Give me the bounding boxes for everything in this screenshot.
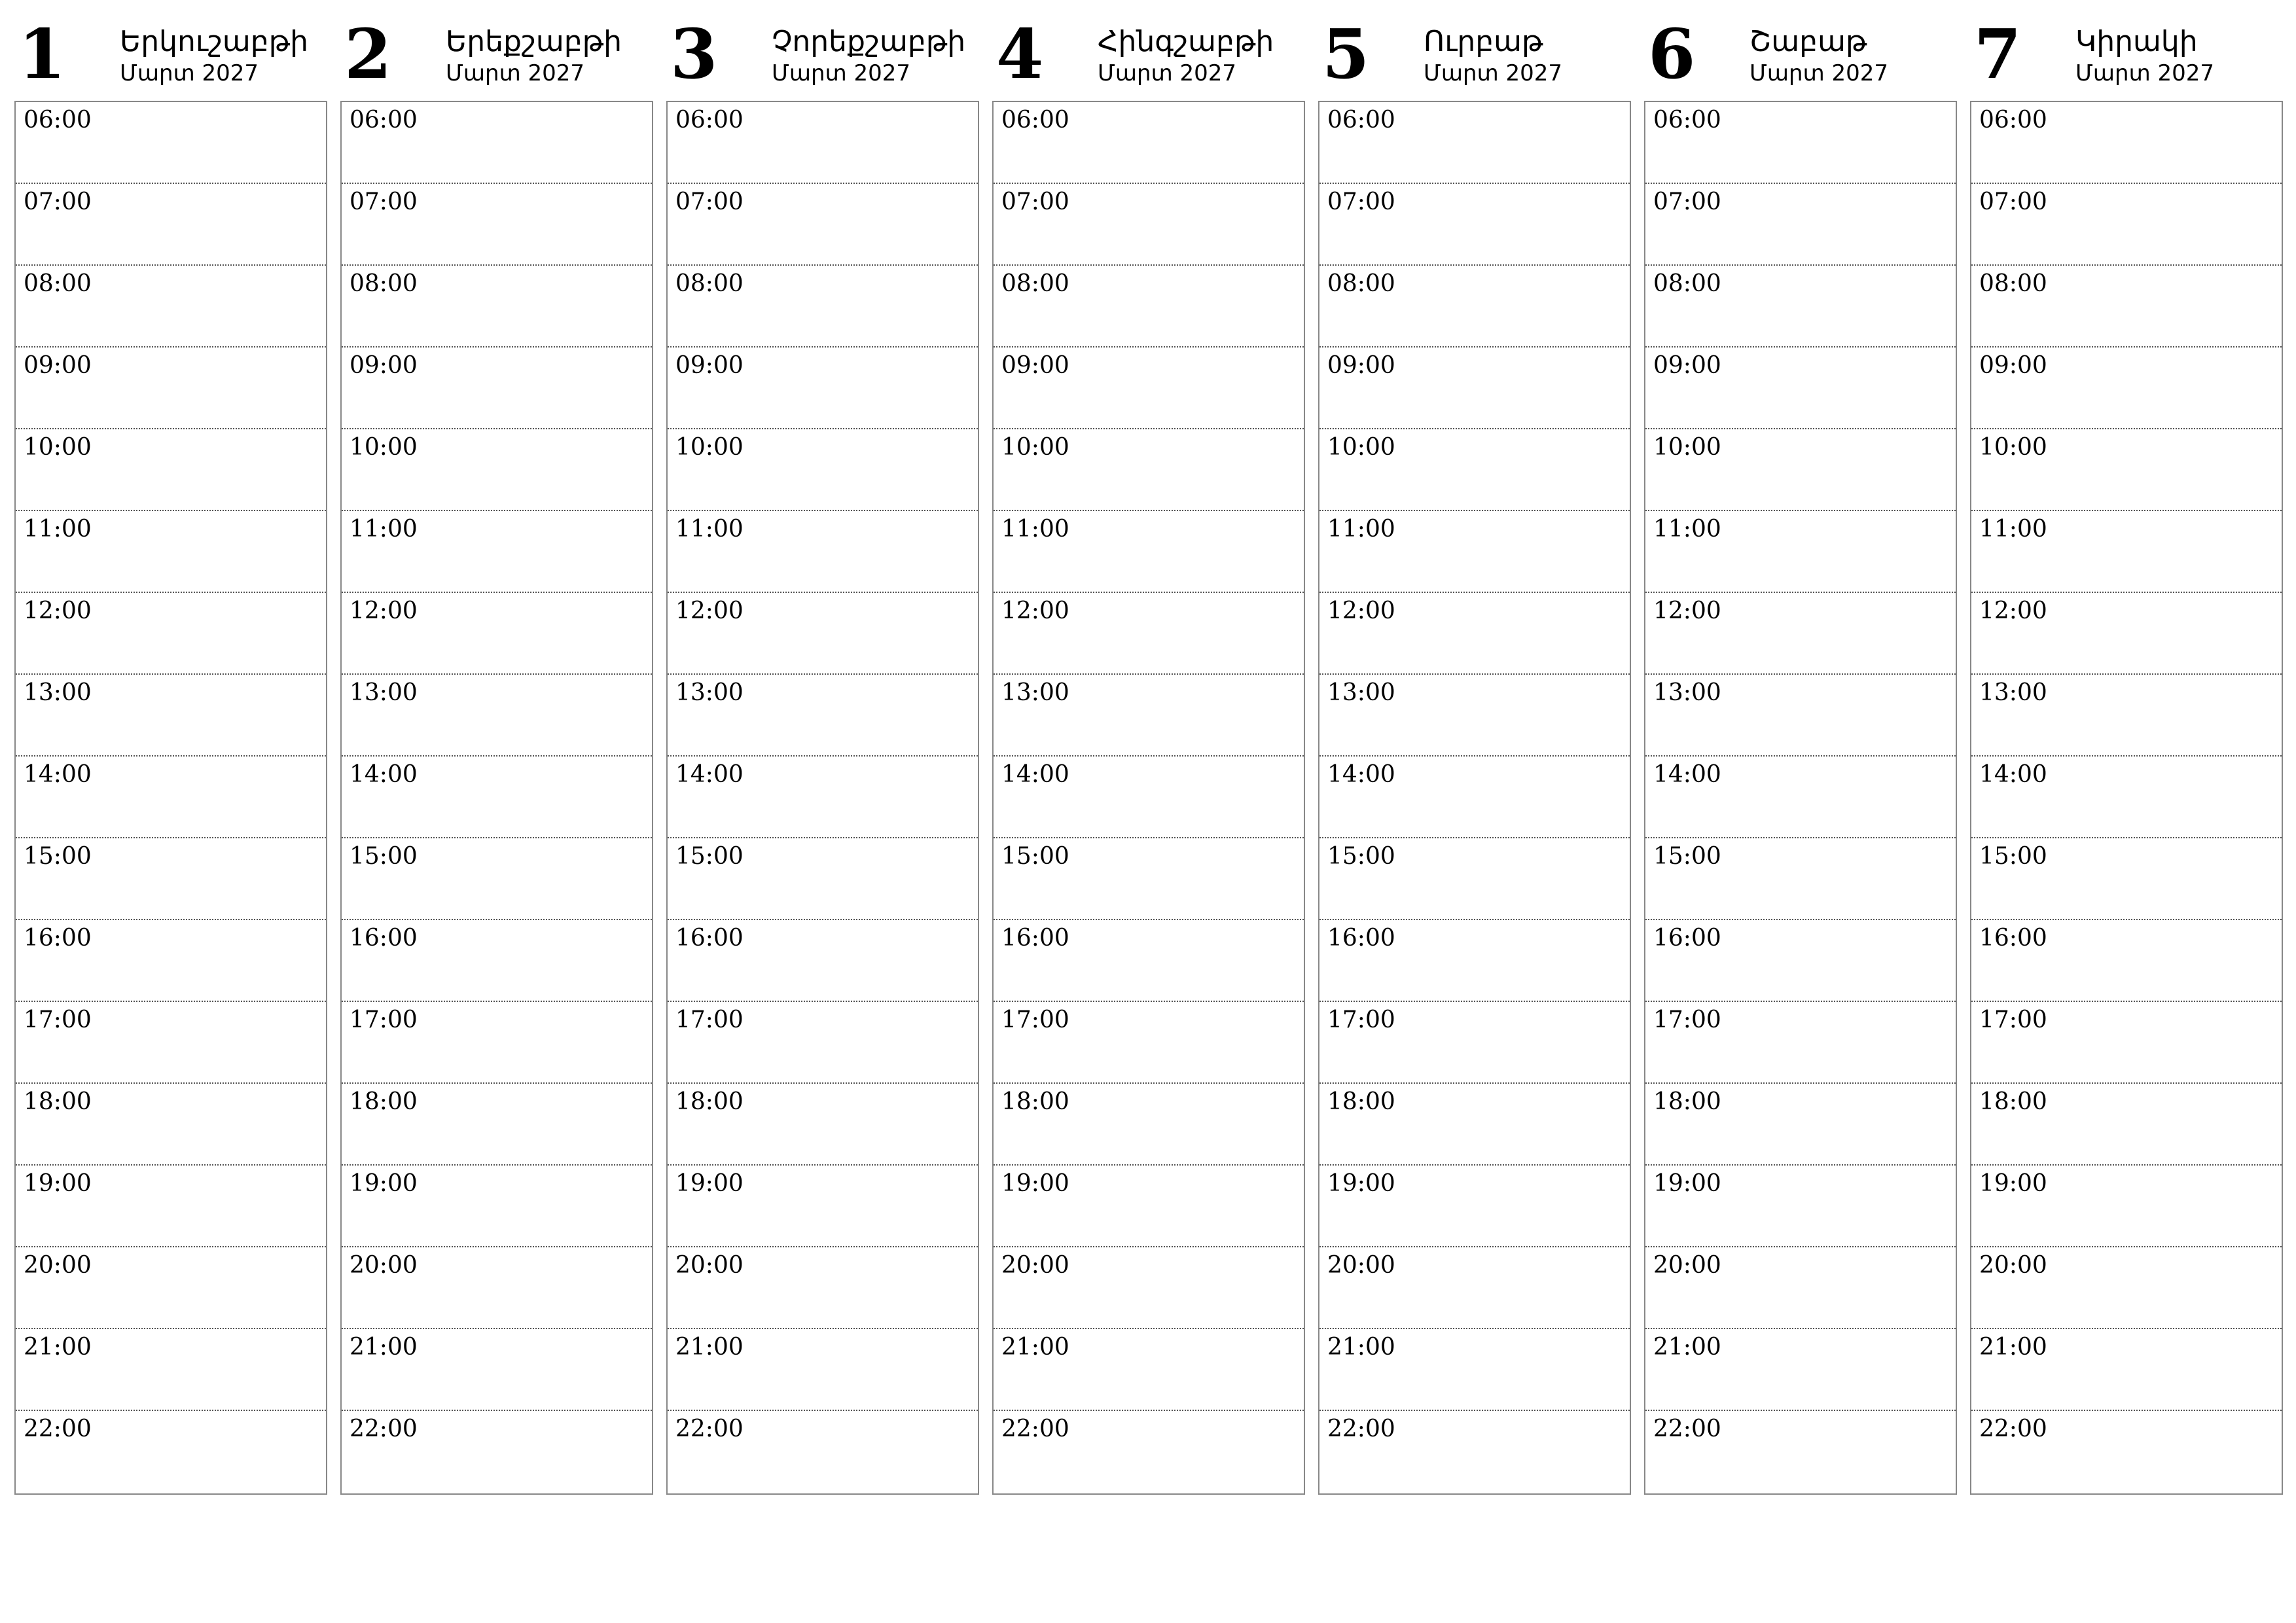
hour-slot[interactable] <box>16 511 326 593</box>
hour-label: 17:00 <box>1979 1007 2047 1033</box>
hour-label: 08:00 <box>675 270 744 297</box>
hour-label: 20:00 <box>24 1252 92 1279</box>
day-schedule-grid <box>666 101 979 1495</box>
day-month-label: Մարտ 2027 <box>1749 60 1889 86</box>
hour-slot[interactable] <box>994 675 1304 757</box>
hour-slot[interactable] <box>1319 184 1630 266</box>
hour-slot[interactable] <box>1971 429 2282 511</box>
hour-label: 10:00 <box>675 434 744 461</box>
day-schedule-grid <box>1970 101 2283 1495</box>
hour-slot[interactable] <box>1645 348 1956 429</box>
hour-label: 07:00 <box>1001 188 1069 215</box>
hour-label: 21:00 <box>24 1334 92 1361</box>
hour-slot[interactable] <box>1645 593 1956 675</box>
hour-label: 12:00 <box>1001 597 1069 624</box>
day-number: 4 <box>996 14 1044 94</box>
hour-label: 21:00 <box>1979 1334 2047 1361</box>
hour-label: 14:00 <box>1001 761 1069 788</box>
day-month-label: Մարտ 2027 <box>1098 60 1237 86</box>
hour-label: 07:00 <box>24 188 92 215</box>
hour-slot[interactable] <box>1319 1329 1630 1411</box>
hour-slot[interactable] <box>1645 1166 1956 1247</box>
hour-slot[interactable] <box>16 102 326 184</box>
hour-label: 09:00 <box>1327 352 1395 379</box>
hour-label: 20:00 <box>1001 1252 1069 1279</box>
hour-label: 18:00 <box>350 1088 418 1115</box>
hour-label: 12:00 <box>1653 597 1721 624</box>
hour-label: 09:00 <box>1653 352 1721 379</box>
hour-label: 06:00 <box>350 107 418 134</box>
hour-slot[interactable] <box>994 184 1304 266</box>
hour-slot[interactable] <box>668 1166 978 1247</box>
hour-label: 10:00 <box>1001 434 1069 461</box>
hour-label: 12:00 <box>24 597 92 624</box>
hour-slot[interactable] <box>342 1247 652 1329</box>
hour-label: 08:00 <box>1327 270 1395 297</box>
hour-label: 15:00 <box>1653 843 1721 870</box>
hour-label: 21:00 <box>350 1334 418 1361</box>
hour-label: 21:00 <box>1653 1334 1721 1361</box>
hour-label: 17:00 <box>675 1007 744 1033</box>
hour-label: 19:00 <box>350 1170 418 1197</box>
hour-slot[interactable] <box>342 593 652 675</box>
hour-slot[interactable] <box>342 1084 652 1166</box>
hour-slot[interactable] <box>1971 593 2282 675</box>
hour-label: 17:00 <box>1327 1007 1395 1033</box>
hour-label: 16:00 <box>24 925 92 952</box>
hour-label: 08:00 <box>24 270 92 297</box>
hour-label: 22:00 <box>1653 1416 1721 1442</box>
hour-label: 15:00 <box>1979 843 2047 870</box>
hour-slot[interactable] <box>668 757 978 838</box>
hour-label: 15:00 <box>24 843 92 870</box>
day-month-label: Մարտ 2027 <box>2075 60 2215 86</box>
hour-slot[interactable] <box>994 1002 1304 1084</box>
hour-slot[interactable] <box>1319 511 1630 593</box>
hour-label: 20:00 <box>1979 1252 2047 1279</box>
hour-slot[interactable] <box>1971 675 2282 757</box>
hour-label: 16:00 <box>1653 925 1721 952</box>
day-header <box>666 0 979 101</box>
hour-slot[interactable] <box>16 348 326 429</box>
hour-label: 06:00 <box>1979 107 2047 134</box>
hour-slot[interactable] <box>1645 1411 1956 1493</box>
hour-slot[interactable] <box>994 511 1304 593</box>
hour-slot[interactable] <box>342 184 652 266</box>
hour-label: 07:00 <box>1653 188 1721 215</box>
hour-label: 20:00 <box>675 1252 744 1279</box>
day-column <box>666 0 979 1442</box>
hour-slot[interactable] <box>1319 838 1630 920</box>
hour-label: 18:00 <box>24 1088 92 1115</box>
hour-slot[interactable] <box>668 1329 978 1411</box>
day-header <box>992 0 1305 101</box>
hour-label: 06:00 <box>1001 107 1069 134</box>
hour-slot[interactable] <box>994 757 1304 838</box>
hour-label: 13:00 <box>1979 679 2047 706</box>
hour-slot[interactable] <box>994 348 1304 429</box>
hour-slot[interactable] <box>668 675 978 757</box>
hour-slot[interactable] <box>1971 838 2282 920</box>
hour-label: 06:00 <box>1327 107 1395 134</box>
hour-label: 20:00 <box>350 1252 418 1279</box>
hour-slot[interactable] <box>1645 838 1956 920</box>
hour-slot[interactable] <box>16 1247 326 1329</box>
hour-slot[interactable] <box>16 429 326 511</box>
hour-slot[interactable] <box>668 593 978 675</box>
hour-label: 19:00 <box>1001 1170 1069 1197</box>
hour-slot[interactable] <box>1971 511 2282 593</box>
hour-slot[interactable] <box>1971 102 2282 184</box>
hour-label: 15:00 <box>1327 843 1395 870</box>
hour-slot[interactable] <box>16 1166 326 1247</box>
hour-label: 07:00 <box>350 188 418 215</box>
hour-slot[interactable] <box>1319 266 1630 348</box>
hour-slot[interactable] <box>342 511 652 593</box>
hour-label: 13:00 <box>1327 679 1395 706</box>
hour-label: 10:00 <box>1327 434 1395 461</box>
day-schedule-grid <box>340 101 653 1495</box>
hour-slot[interactable] <box>994 1247 1304 1329</box>
hour-label: 20:00 <box>1653 1252 1721 1279</box>
hour-slot[interactable] <box>342 838 652 920</box>
day-column <box>992 0 1305 1442</box>
hour-label: 08:00 <box>350 270 418 297</box>
hour-label: 22:00 <box>1001 1416 1069 1442</box>
hour-label: 14:00 <box>1979 761 2047 788</box>
hour-slot[interactable] <box>668 1002 978 1084</box>
hour-label: 18:00 <box>675 1088 744 1115</box>
hour-label: 14:00 <box>1327 761 1395 788</box>
hour-slot[interactable] <box>994 1411 1304 1493</box>
hour-label: 18:00 <box>1653 1088 1721 1115</box>
hour-label: 15:00 <box>675 843 744 870</box>
hour-slot[interactable] <box>342 757 652 838</box>
day-column <box>1970 0 2283 1442</box>
hour-slot[interactable] <box>342 266 652 348</box>
hour-slot[interactable] <box>1971 1329 2282 1411</box>
day-header <box>1318 0 1631 101</box>
day-schedule-grid <box>1644 101 1957 1495</box>
hour-slot[interactable] <box>1645 102 1956 184</box>
hour-slot[interactable] <box>994 838 1304 920</box>
hour-label: 14:00 <box>1653 761 1721 788</box>
day-month-label: Մարտ 2027 <box>446 60 585 86</box>
hour-label: 22:00 <box>24 1416 92 1442</box>
hour-label: 17:00 <box>350 1007 418 1033</box>
hour-slot[interactable] <box>1645 1247 1956 1329</box>
hour-label: 15:00 <box>1001 843 1069 870</box>
day-name: Չորեքշաբթի <box>772 25 966 58</box>
hour-label: 10:00 <box>350 434 418 461</box>
hour-slot[interactable] <box>668 1084 978 1166</box>
hour-label: 22:00 <box>350 1416 418 1442</box>
hour-slot[interactable] <box>668 1411 978 1493</box>
hour-label: 16:00 <box>675 925 744 952</box>
hour-slot[interactable] <box>994 429 1304 511</box>
hour-slot[interactable] <box>1971 920 2282 1002</box>
day-month-label: Մարտ 2027 <box>1424 60 1563 86</box>
hour-label: 21:00 <box>1327 1334 1395 1361</box>
hour-label: 16:00 <box>350 925 418 952</box>
day-number: 6 <box>1648 14 1696 94</box>
hour-slot[interactable] <box>994 102 1304 184</box>
hour-slot[interactable] <box>1971 1166 2282 1247</box>
hour-label: 11:00 <box>1653 516 1721 543</box>
day-number: 3 <box>670 14 718 94</box>
hour-slot[interactable] <box>342 1329 652 1411</box>
hour-label: 14:00 <box>350 761 418 788</box>
hour-label: 07:00 <box>1327 188 1395 215</box>
hour-slot[interactable] <box>16 1329 326 1411</box>
hour-label: 16:00 <box>1979 925 2047 952</box>
hour-label: 08:00 <box>1653 270 1721 297</box>
hour-label: 19:00 <box>675 1170 744 1197</box>
hour-slot[interactable] <box>1971 1411 2282 1493</box>
hour-slot[interactable] <box>1971 757 2282 838</box>
hour-slot[interactable] <box>1319 102 1630 184</box>
day-header <box>1644 0 1957 101</box>
hour-label: 09:00 <box>675 352 744 379</box>
hour-label: 06:00 <box>1653 107 1721 134</box>
hour-label: 09:00 <box>24 352 92 379</box>
day-name: Հինգշաբթի <box>1098 25 1274 58</box>
hour-label: 13:00 <box>1653 679 1721 706</box>
hour-label: 19:00 <box>1327 1170 1395 1197</box>
hour-slot[interactable] <box>16 1084 326 1166</box>
hour-label: 18:00 <box>1979 1088 2047 1115</box>
hour-label: 19:00 <box>1653 1170 1721 1197</box>
day-month-label: Մարտ 2027 <box>120 60 259 86</box>
hour-slot[interactable] <box>1645 1084 1956 1166</box>
hour-slot[interactable] <box>1645 1329 1956 1411</box>
hour-slot[interactable] <box>668 511 978 593</box>
hour-label: 20:00 <box>1327 1252 1395 1279</box>
hour-label: 08:00 <box>1001 270 1069 297</box>
hour-slot[interactable] <box>1645 266 1956 348</box>
hour-slot[interactable] <box>1971 348 2282 429</box>
hour-label: 10:00 <box>1979 434 2047 461</box>
hour-label: 22:00 <box>1327 1416 1395 1442</box>
hour-slot[interactable] <box>16 838 326 920</box>
hour-slot[interactable] <box>994 1084 1304 1166</box>
hour-slot[interactable] <box>342 1411 652 1493</box>
hour-slot[interactable] <box>1319 348 1630 429</box>
hour-label: 11:00 <box>1001 516 1069 543</box>
hour-label: 12:00 <box>350 597 418 624</box>
hour-slot[interactable] <box>994 1166 1304 1247</box>
hour-slot[interactable] <box>1645 429 1956 511</box>
hour-label: 08:00 <box>1979 270 2047 297</box>
hour-slot[interactable] <box>668 266 978 348</box>
hour-label: 16:00 <box>1327 925 1395 952</box>
hour-label: 10:00 <box>1653 434 1721 461</box>
hour-slot[interactable] <box>1971 1247 2282 1329</box>
hour-label: 18:00 <box>1327 1088 1395 1115</box>
hour-label: 14:00 <box>675 761 744 788</box>
hour-slot[interactable] <box>16 1002 326 1084</box>
hour-slot[interactable] <box>668 429 978 511</box>
hour-slot[interactable] <box>1645 184 1956 266</box>
hour-label: 09:00 <box>1979 352 2047 379</box>
hour-label: 13:00 <box>24 679 92 706</box>
hour-label: 11:00 <box>1327 516 1395 543</box>
hour-label: 21:00 <box>675 1334 744 1361</box>
day-header <box>1970 0 2283 101</box>
hour-label: 19:00 <box>24 1170 92 1197</box>
hour-label: 10:00 <box>24 434 92 461</box>
day-month-label: Մարտ 2027 <box>772 60 911 86</box>
hour-slot[interactable] <box>1319 675 1630 757</box>
hour-label: 11:00 <box>350 516 418 543</box>
hour-label: 11:00 <box>675 516 744 543</box>
hour-label: 18:00 <box>1001 1088 1069 1115</box>
hour-slot[interactable] <box>342 1002 652 1084</box>
hour-slot[interactable] <box>668 102 978 184</box>
day-name: Ուրբաթ <box>1424 25 1543 58</box>
hour-slot[interactable] <box>1971 1002 2282 1084</box>
day-column <box>340 0 653 1442</box>
hour-slot[interactable] <box>1319 1002 1630 1084</box>
hour-label: 13:00 <box>350 679 418 706</box>
hour-slot[interactable] <box>16 1411 326 1493</box>
hour-slot[interactable] <box>994 593 1304 675</box>
day-column <box>14 0 327 1442</box>
hour-slot[interactable] <box>16 184 326 266</box>
day-header <box>340 0 653 101</box>
hour-label: 11:00 <box>1979 516 2047 543</box>
hour-slot[interactable] <box>1645 675 1956 757</box>
hour-label: 12:00 <box>1979 597 2047 624</box>
day-column <box>1644 0 1957 1442</box>
hour-slot[interactable] <box>1319 1411 1630 1493</box>
hour-slot[interactable] <box>16 920 326 1002</box>
hour-slot[interactable] <box>16 593 326 675</box>
hour-slot[interactable] <box>1971 1084 2282 1166</box>
hour-slot[interactable] <box>1319 429 1630 511</box>
day-name: Երեքշաբթի <box>446 25 622 58</box>
day-header <box>14 0 327 101</box>
day-number: 7 <box>1974 14 2022 94</box>
hour-slot[interactable] <box>994 1329 1304 1411</box>
hour-slot[interactable] <box>994 920 1304 1002</box>
hour-slot[interactable] <box>1319 920 1630 1002</box>
hour-slot[interactable] <box>1319 757 1630 838</box>
hour-label: 17:00 <box>1653 1007 1721 1033</box>
hour-slot[interactable] <box>342 102 652 184</box>
hour-slot[interactable] <box>1645 757 1956 838</box>
hour-label: 07:00 <box>675 188 744 215</box>
day-schedule-grid <box>992 101 1305 1495</box>
hour-slot[interactable] <box>1645 920 1956 1002</box>
hour-label: 22:00 <box>675 1416 744 1442</box>
hour-slot[interactable] <box>342 348 652 429</box>
day-name: Շաբաթ <box>1749 25 1867 58</box>
hour-slot[interactable] <box>342 1166 652 1247</box>
hour-slot[interactable] <box>1971 184 2282 266</box>
hour-label: 09:00 <box>1001 352 1069 379</box>
hour-slot[interactable] <box>342 429 652 511</box>
hour-label: 17:00 <box>1001 1007 1069 1033</box>
day-name: Երկուշաբթի <box>120 25 309 58</box>
hour-slot[interactable] <box>1319 1247 1630 1329</box>
hour-slot[interactable] <box>994 266 1304 348</box>
hour-label: 17:00 <box>24 1007 92 1033</box>
hour-label: 09:00 <box>350 352 418 379</box>
hour-slot[interactable] <box>16 757 326 838</box>
hour-slot[interactable] <box>16 675 326 757</box>
day-number: 5 <box>1322 14 1370 94</box>
hour-slot[interactable] <box>342 675 652 757</box>
hour-slot[interactable] <box>1645 511 1956 593</box>
hour-slot[interactable] <box>668 1247 978 1329</box>
hour-label: 14:00 <box>24 761 92 788</box>
hour-label: 12:00 <box>1327 597 1395 624</box>
hour-label: 07:00 <box>1979 188 2047 215</box>
hour-slot[interactable] <box>16 266 326 348</box>
hour-slot[interactable] <box>668 920 978 1002</box>
hour-label: 15:00 <box>350 843 418 870</box>
day-name: Կիրակի <box>2075 25 2198 58</box>
day-number: 2 <box>344 14 392 94</box>
hour-slot[interactable] <box>668 348 978 429</box>
hour-slot[interactable] <box>1319 593 1630 675</box>
hour-label: 16:00 <box>1001 925 1069 952</box>
hour-label: 19:00 <box>1979 1170 2047 1197</box>
hour-label: 11:00 <box>24 516 92 543</box>
hour-slot[interactable] <box>668 184 978 266</box>
day-number: 1 <box>18 14 66 94</box>
hour-label: 21:00 <box>1001 1334 1069 1361</box>
hour-label: 13:00 <box>1001 679 1069 706</box>
hour-label: 06:00 <box>24 107 92 134</box>
hour-slot[interactable] <box>1319 1166 1630 1247</box>
hour-slot[interactable] <box>342 920 652 1002</box>
hour-slot[interactable] <box>668 838 978 920</box>
hour-label: 13:00 <box>675 679 744 706</box>
hour-label: 22:00 <box>1979 1416 2047 1442</box>
day-schedule-grid <box>14 101 327 1495</box>
hour-label: 06:00 <box>675 107 744 134</box>
hour-slot[interactable] <box>1645 1002 1956 1084</box>
hour-slot[interactable] <box>1971 266 2282 348</box>
day-schedule-grid <box>1318 101 1631 1495</box>
hour-label: 12:00 <box>675 597 744 624</box>
hour-slot[interactable] <box>1319 1084 1630 1166</box>
day-column <box>1318 0 1631 1442</box>
